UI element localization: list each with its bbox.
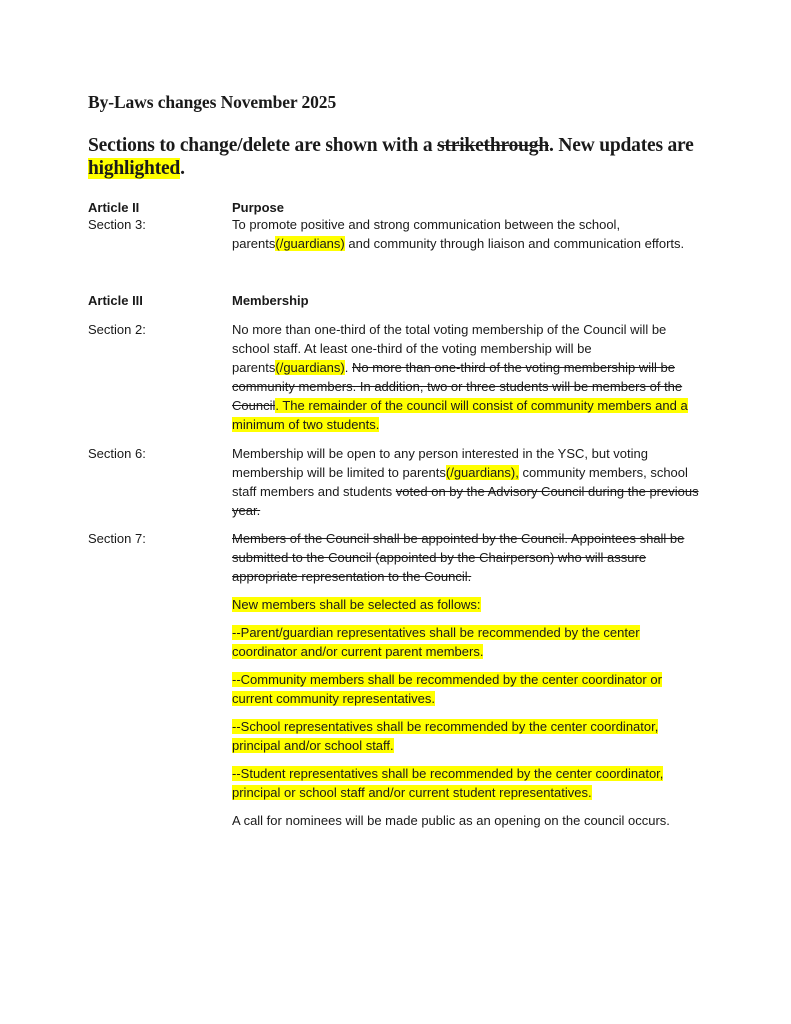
legend-text-3: . bbox=[180, 158, 185, 179]
article-3-label: Article III bbox=[88, 293, 143, 308]
section-7-strikethrough: Members of the Council shall be appointed by the Council. Appointees shall be submitted to the Council (appointed by the Chairperson) who will assure appropriate representation to the Council. bbox=[232, 531, 685, 584]
section-3-text bbox=[232, 215, 704, 253]
selection-item-text: --School representatives shall be recommended by the center coordinator, principal and/or school staff. bbox=[232, 719, 659, 753]
section-7-intro: New members shall be selected as follows: bbox=[232, 597, 481, 612]
section-2-text bbox=[232, 320, 704, 434]
selection-item-school bbox=[232, 717, 704, 755]
selection-item-text: --Parent/guardian representatives shall be recommended by the center coordinator and/or current parent members. bbox=[232, 625, 640, 659]
legend-strikethrough-example: strikethrough bbox=[437, 135, 549, 156]
legend-text-1: Sections to change/delete are shown with a bbox=[88, 135, 438, 156]
section-6-strikethrough: voted on by the Advisory Council during the previous year. bbox=[232, 484, 699, 518]
section-7-closing: A call for nominees will be made public as an opening on the council occurs. bbox=[232, 813, 670, 828]
section-6-highlight: (/guardians), bbox=[445, 465, 519, 480]
document-title: By-Laws changes November 2025 bbox=[88, 92, 337, 112]
article-3-heading: Membership bbox=[232, 293, 309, 308]
section-6-text bbox=[232, 444, 704, 520]
section-3-text-1: To promote positive and strong communication between the school, parents bbox=[232, 217, 621, 251]
legend-highlight-example: highlighted bbox=[88, 158, 181, 179]
section-6-text-2: community members, school staff members and students bbox=[232, 465, 688, 499]
section-2-label: Section 2: bbox=[88, 322, 146, 337]
section-6-label: Section 6: bbox=[88, 446, 146, 461]
section-2-text-2: . bbox=[344, 360, 352, 375]
section-2-highlight-1: (/guardians) bbox=[275, 360, 345, 375]
selection-item-text: --Student representatives shall be recommended by the center coordinator, principal or school staff and/or current student representatives. bbox=[232, 766, 664, 800]
selection-item-parent bbox=[232, 623, 704, 661]
section-7-intro-paragraph bbox=[232, 595, 704, 614]
section-3-text-2: and community through liaison and communication efforts. bbox=[344, 236, 685, 251]
section-6-text-1: Membership will be open to any person interested in the YSC, but voting membership will be limited to parents bbox=[232, 446, 648, 480]
selection-item-community bbox=[232, 670, 704, 708]
section-2-strikethrough: No more than one-third of the voting membership will be community members. In addition, two or three students will be members of the Council bbox=[232, 360, 683, 413]
section-7-strikethrough-paragraph bbox=[232, 529, 704, 586]
article-2-label: Article II bbox=[88, 200, 140, 215]
legend-text-2: . New updates are bbox=[548, 135, 694, 156]
legend-note bbox=[88, 134, 708, 180]
section-7-content bbox=[232, 529, 704, 839]
section-7-label: Section 7: bbox=[88, 531, 146, 546]
section-3-highlight: (/guardians) bbox=[275, 236, 345, 251]
section-2-highlight-2: . The remainder of the council will consist of community members and a minimum of two students. bbox=[232, 398, 688, 432]
selection-item-student bbox=[232, 764, 704, 802]
article-2-heading: Purpose bbox=[232, 200, 285, 215]
section-2-text-1: No more than one-third of the total voting membership of the Council will be school staff. At least one-third of the voting membership will be parents bbox=[232, 322, 667, 375]
section-7-closing-paragraph bbox=[232, 811, 704, 830]
selection-item-text: --Community members shall be recommended by the center coordinator or current community representatives. bbox=[232, 672, 662, 706]
section-3-label: Section 3: bbox=[88, 217, 146, 232]
